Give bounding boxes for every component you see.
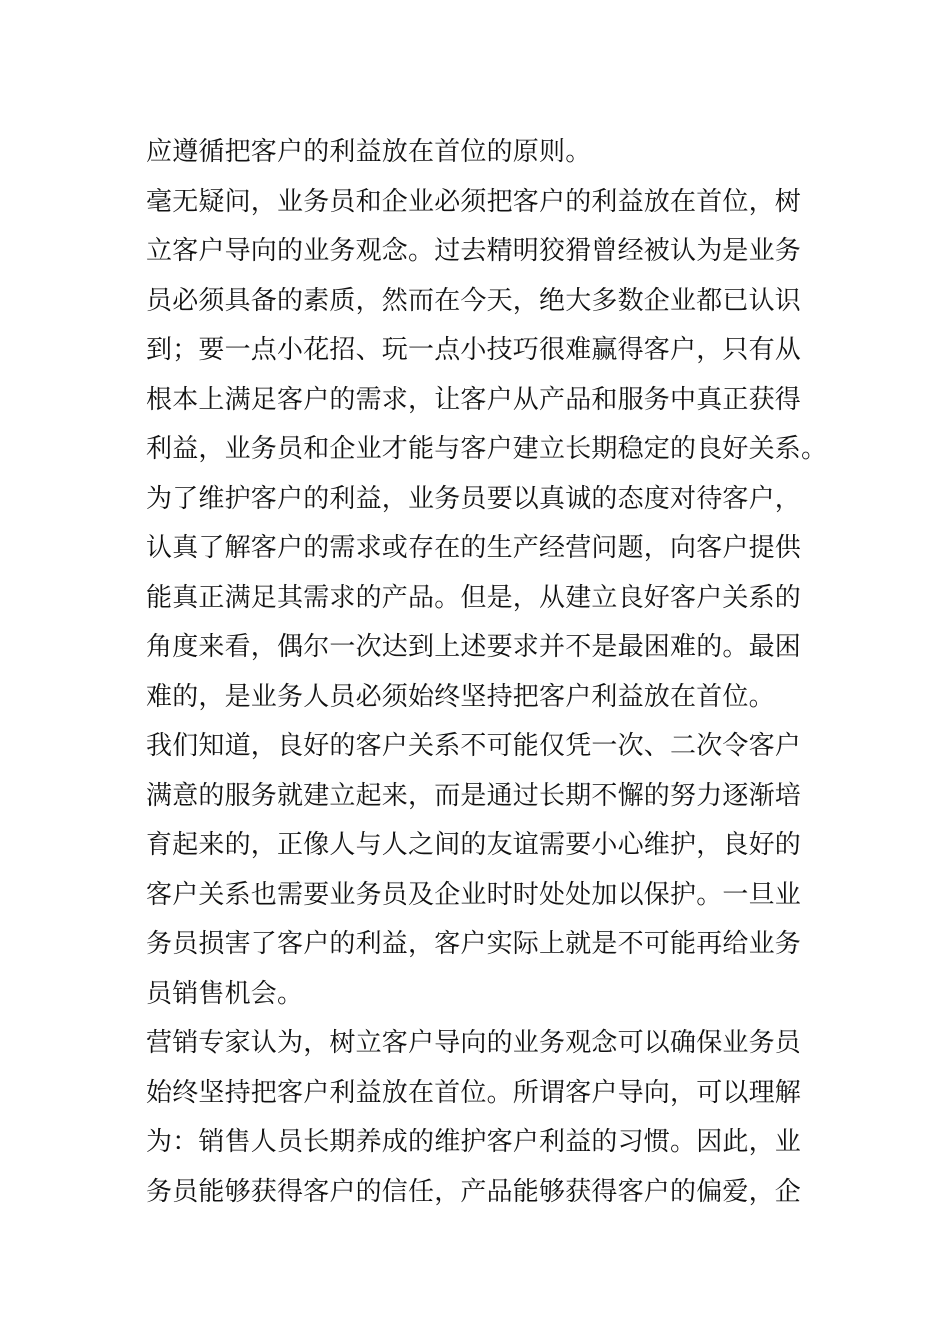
text-line: 务员能够获得客户的信任，产品能够获得客户的偏爱，企	[146, 1176, 802, 1207]
text-line: 为了维护客户的利益，业务员要以真诚的态度对待客户，	[146, 483, 802, 514]
text-line: 员必须具备的素质，然而在今天，绝大多数企业都已认识	[146, 285, 802, 316]
text-line: 我们知道，良好的客户关系不可能仅凭一次、二次令客户	[146, 731, 802, 761]
text-line: 角度来看，偶尔一次达到上述要求并不是最困难的。最困	[146, 632, 802, 662]
text-line: 能真正满足其需求的产品。但是，从建立良好客户关系的	[146, 582, 802, 613]
text-line: 根本上满足客户的需求，让客户从产品和服务中真正获得	[146, 384, 802, 415]
text-line: 育起来的，正像人与人之间的友谊需要小心维护，良好的	[146, 830, 802, 860]
text-line: 始终坚持把客户利益放在首位。所谓客户导向，可以理解	[146, 1077, 802, 1108]
text-line: 务员损害了客户的利益，客户实际上就是不可能再给业务	[146, 929, 802, 959]
text-line: 满意的服务就建立起来，而是通过长期不懈的努力逐渐培	[146, 780, 802, 811]
text-line: 到；要一点小花招、玩一点小技巧很难赢得客户，只有从	[146, 335, 802, 365]
text-line: 应遵循把客户的利益放在首位的原则。	[146, 137, 592, 167]
text-line: 认真了解客户的需求或存在的生产经营问题，向客户提供	[146, 533, 802, 563]
text-line: 毫无疑问，业务员和企业必须把客户的利益放在首位，树	[146, 186, 802, 217]
document-body	[146, 128, 828, 1217]
text-line: 员销售机会。	[146, 978, 304, 1009]
text-line: 难的，是业务人员必须始终坚持把客户利益放在首位。	[146, 681, 775, 712]
text-line: 为：销售人员长期养成的维护客户利益的习惯。因此，业	[146, 1127, 802, 1157]
text-line: 营销专家认为，树立客户导向的业务观念可以确保业务员	[146, 1028, 802, 1058]
text-line: 客户关系也需要业务员及企业时时处处加以保护。一旦业	[146, 879, 802, 910]
text-line: 利益，业务员和企业才能与客户建立长期稳定的良好关系。	[146, 434, 828, 464]
text-line: 立客户导向的业务观念。过去精明狡猾曾经被认为是业务	[146, 236, 802, 266]
